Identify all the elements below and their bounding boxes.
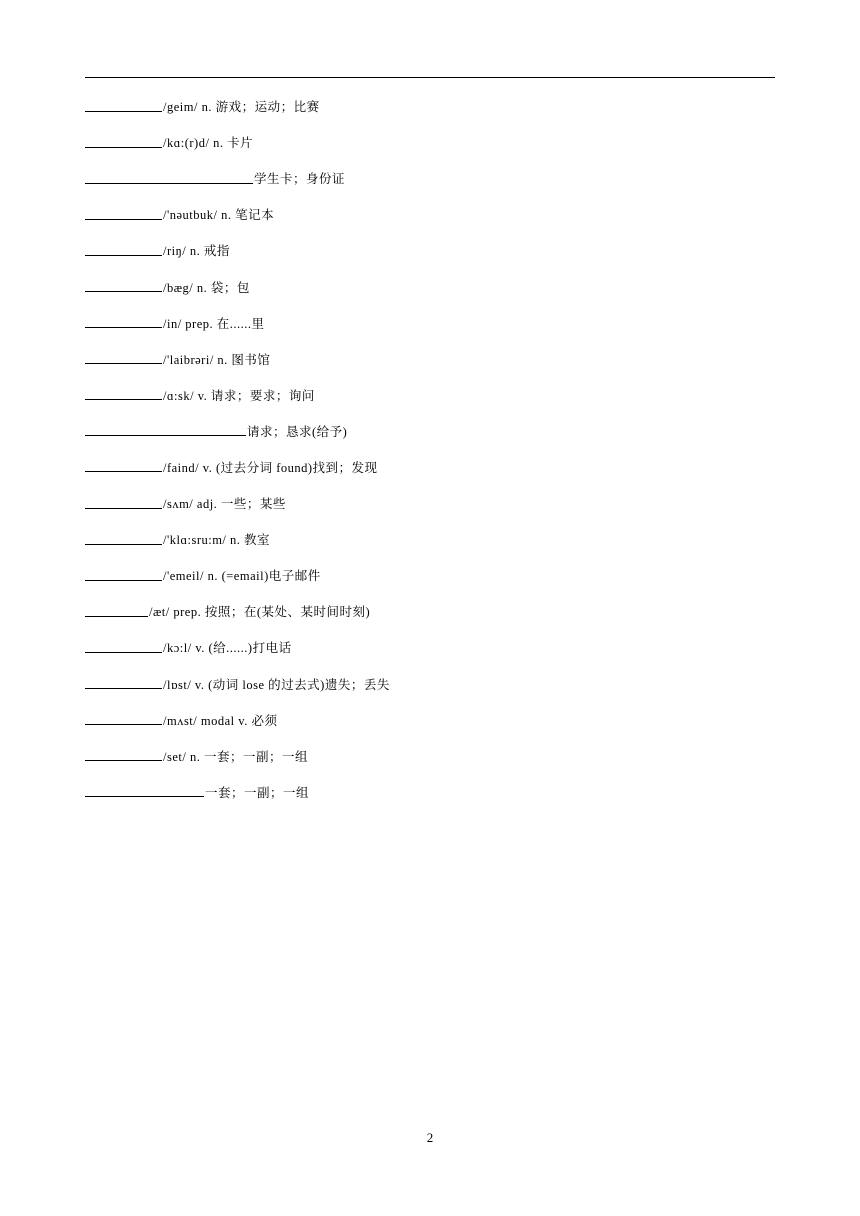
entry-definition: /'laibrəri/ n. 图书馆 [163,352,271,367]
answer-blank[interactable] [85,173,253,184]
entry-definition: /geim/ n. 游戏；运动；比赛 [163,100,320,115]
vocabulary-entry [85,485,775,521]
answer-blank[interactable] [85,750,162,761]
vocabulary-entry [85,738,775,774]
vocabulary-entry [85,268,775,304]
entry-definition: /riŋ/ n. 戒指 [163,244,230,259]
entry-definition: 一套；一副；一组 [205,785,310,800]
entry-definition: /kɑ:(r)d/ n. 卡片 [163,136,254,151]
answer-blank[interactable] [85,317,162,328]
answer-blank[interactable] [85,245,162,256]
vocabulary-entry [85,196,775,232]
answer-blank[interactable] [85,606,148,617]
answer-blank[interactable] [85,534,162,545]
vocabulary-entry [85,557,775,593]
answer-blank[interactable] [85,353,162,364]
entry-definition: 请求；恳求(给予) [247,424,348,439]
answer-blank[interactable] [85,209,162,220]
answer-blank[interactable] [85,101,162,112]
vocabulary-entry [85,341,775,377]
answer-blank[interactable] [85,678,162,689]
answer-blank[interactable] [85,281,162,292]
entry-definition: /'klɑ:sru:m/ n. 教室 [163,533,271,548]
vocabulary-entry [85,160,775,196]
answer-blank[interactable] [85,461,162,472]
entry-definition: /mʌst/ modal v. 必须 [163,713,278,728]
entry-definition: /lɒst/ v. (动词 lose 的过去式)遗失；丢失 [163,677,390,692]
vocabulary-entry [85,305,775,341]
answer-blank[interactable] [85,786,204,797]
entry-definition: 学生卡；身份证 [254,172,346,187]
vocabulary-entry [85,702,775,738]
answer-blank[interactable] [85,642,162,653]
entry-definition: /sʌm/ adj. 一些；某些 [163,497,286,512]
vocabulary-entry [85,377,775,413]
vocabulary-list [85,88,775,810]
answer-blank[interactable] [85,137,162,148]
entry-definition: /bæg/ n. 袋；包 [163,280,250,295]
vocabulary-entry [85,124,775,160]
entry-definition: /in/ prep. 在......里 [163,316,265,331]
answer-blank[interactable] [85,714,162,725]
entry-definition: /'emeil/ n. (=email)电子邮件 [163,569,321,584]
vocabulary-entry [85,666,775,702]
header-rule [85,77,775,78]
entry-definition: /kɔ:l/ v. (给......)打电话 [163,641,292,656]
vocabulary-entry [85,629,775,665]
vocabulary-entry [85,774,775,810]
entry-definition: /set/ n. 一套；一副；一组 [163,749,308,764]
page-number: 2 [426,1130,434,1145]
vocabulary-entry [85,413,775,449]
entry-definition: /ɑ:sk/ v. 请求；要求；询问 [163,388,315,403]
entry-definition: /æt/ prep. 按照；在(某处、某时间时刻) [149,605,371,620]
vocabulary-entry [85,449,775,485]
vocabulary-entry [85,232,775,268]
answer-blank[interactable] [85,498,162,509]
answer-blank[interactable] [85,425,246,436]
vocabulary-entry [85,593,775,629]
entry-definition: /faind/ v. (过去分词 found)找到；发现 [163,460,378,475]
entry-definition: /'nəutbuk/ n. 笔记本 [163,208,275,223]
vocabulary-entry [85,521,775,557]
answer-blank[interactable] [85,570,162,581]
answer-blank[interactable] [85,389,162,400]
vocabulary-entry [85,88,775,124]
